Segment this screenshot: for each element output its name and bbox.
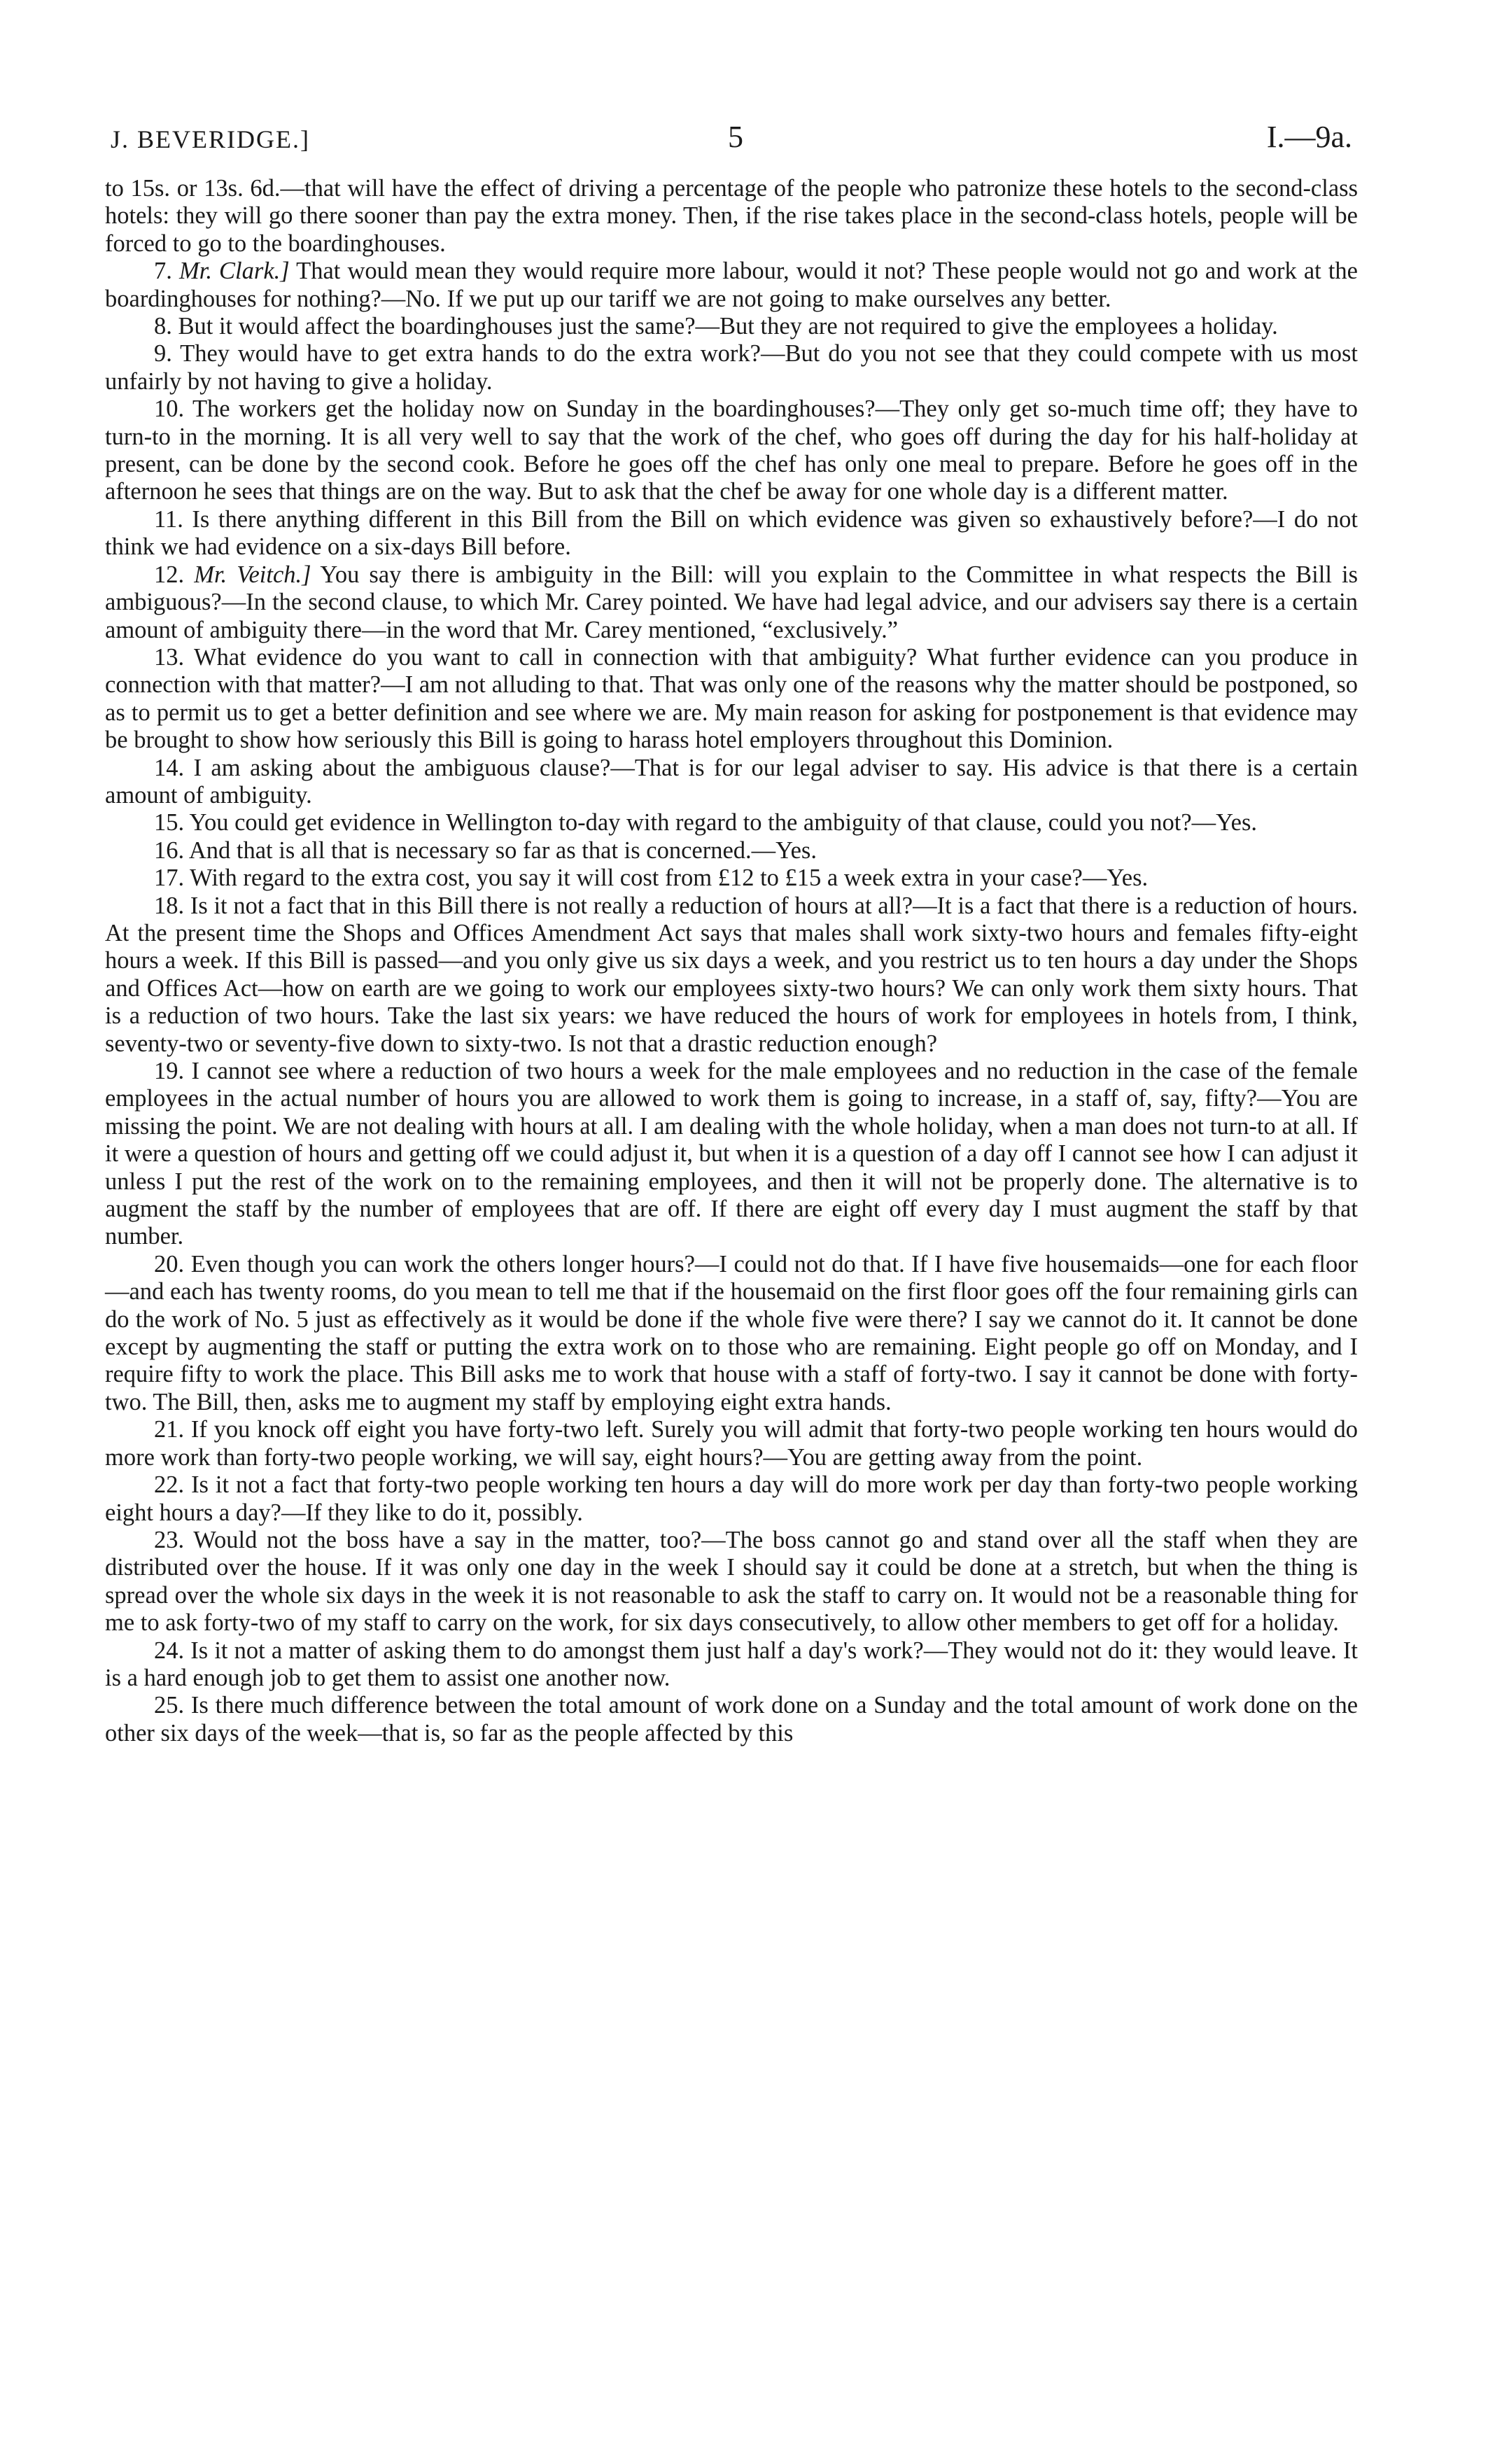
evidence-paragraph — [105, 755, 1358, 810]
minutes-of-evidence-body — [105, 175, 1358, 1747]
paragraph-text: If you knock off eight you have forty-two left. Surely you will admit that forty-two people working ten hours would do more work than forty-two people working, we will say, eight hours?—You are getting away from the point. — [105, 1416, 1359, 1471]
question-number: 20. — [154, 1250, 185, 1278]
question-number: 16. — [154, 836, 185, 864]
paragraph-text: And that is all that is necessary so far as that is concerned.—Yes. — [188, 836, 817, 864]
paragraph-text: I cannot see where a reduction of two hours a week for the male employees and no reduction in the case of the female employees in the actual number of hours you are allowed to work them is going to increase, in a staff of, say, fifty?—You are missing the point. We are not dealing with hours at all. I am dealing with the whole holiday, when a man does not turn-to at all. If it were a question of hours and getting off we could adjust it, but when it is a question of a day off I cannot see how I can adjust it unless I put the rest of the work on to the remaining employees, and then it will not be properly done. The alternative is to augment the staff by the number of employees that are off. If there are eight off every day I must augment the staff by that number. — [105, 1058, 1358, 1250]
evidence-paragraph — [105, 864, 1358, 892]
paragraph-text: But it would affect the boardinghouses just the same?—But they are not required to give the employees a holiday. — [178, 313, 1278, 340]
evidence-paragraph — [105, 561, 1358, 644]
paragraph-text: Is it not a fact that forty-two people working ten hours a day will do more work per day than forty-two people working eight hours a day?—If they like to do it, possibly. — [105, 1471, 1358, 1526]
question-number: 22. — [154, 1471, 185, 1499]
evidence-paragraph — [105, 506, 1358, 561]
question-number: 15. — [154, 809, 185, 836]
evidence-paragraph — [105, 340, 1358, 396]
question-number: 12. — [154, 561, 185, 588]
question-number: 9. — [154, 340, 172, 368]
paragraph-text: They would have to get extra hands to do the extra work?—But do you not see that they could compete with us most unfairly by not having to give a holiday. — [105, 340, 1358, 395]
evidence-paragraph — [105, 809, 1358, 836]
question-number: 18. — [154, 892, 185, 919]
paragraph-text: That would mean they would require more labour, would it not? These people would not go and work at the boardinghouses for nothing?—No. If we put up our tariff we are not going to make ourselves any better. — [105, 258, 1358, 312]
speaker-name: Mr. Clark.] — [178, 258, 290, 285]
document-page — [105, 119, 1358, 1747]
paragraph-text: Is it not a matter of asking them to do amongst them just half a day's work?—They would not do it: they would leave. It is a hard enough job to get them to assist one another now. — [105, 1637, 1358, 1691]
question-number: 13. — [154, 643, 185, 671]
evidence-paragraph — [105, 1058, 1358, 1251]
evidence-paragraph — [105, 644, 1358, 755]
question-number: 10. — [154, 396, 185, 423]
question-number: 19. — [154, 1058, 185, 1084]
evidence-paragraph — [105, 396, 1358, 506]
evidence-paragraph — [105, 1471, 1358, 1527]
question-number: 25. — [154, 1692, 185, 1719]
question-number: 14. — [154, 754, 185, 781]
question-number: 7. — [154, 258, 172, 285]
evidence-paragraph — [105, 892, 1358, 1058]
evidence-paragraph — [105, 313, 1358, 340]
paragraph-text: Even though you can work the others longer hours?—I could not do that. If I have five housemaids—one for each floor—and each has twenty rooms, do you mean to tell me that if the housemaid on the first floor goes off the four remaining girls can do the work of No. 5 just as effectively as it would be done if the whole five were there? I say we cannot do it. It cannot be done except by augmenting the staff or putting the extra work on to those who are remaining. Eight people go off on Monday, and I require fifty to work the place. This Bill asks me to work that house with a staff of forty-two. I say it cannot be done with forty-two. The Bill, then, asks me to augment my staff by employing eight extra hands. — [105, 1250, 1359, 1415]
evidence-paragraph — [105, 175, 1358, 258]
paragraph-text: to 15s. or 13s. 6d.—that will have the effect of driving a percentage of the people who patronize these hotels to the second-class hotels: they will go there sooner than pay the extra money. Then, if the rise takes place in the second-class hotels, people will be forced to go to the boardinghouses. — [105, 175, 1358, 257]
paragraph-text: The workers get the holiday now on Sunday in the boardinghouses?—They only get so-much time off; they have to turn-to in the morning. It is all very well to say that the work of the chef, who goes off during the day for his half-holiday at present, can be done by the second cook. Before he goes off the chef has only one meal to prepare. Before he goes off in the afternoon he sees that things are on the way. But to ask that the chef be away for one whole day is a different matter. — [105, 396, 1358, 505]
question-number: 8. — [154, 313, 172, 340]
question-number: 21. — [154, 1416, 185, 1443]
paragraph-text: With regard to the extra cost, you say it will cost from £12 to £15 a week extra in your case?—Yes. — [190, 864, 1149, 892]
evidence-paragraph — [105, 1527, 1358, 1637]
question-number: 17. — [154, 864, 185, 892]
paragraph-text: Would not the boss have a say in the matter, too?—The boss cannot go and stand over all the staff when they are distributed over the house. If it was only one day in the week I should say it could be done at a stretch, but when the thing is spread over the whole six days in the week it is not reasonable to ask the staff to carry on. It would not be a reasonable thing for me to ask forty-two of my staff to carry on the work, for six days consecutively, to allow other members to get off for a holiday. — [105, 1526, 1358, 1637]
witness-name: J. BEVERIDGE.] — [111, 125, 310, 153]
running-header — [105, 119, 1358, 162]
page-number: 5 — [728, 120, 743, 154]
paragraph-text: I am asking about the ambiguous clause?—That is for our legal adviser to say. His advice is that there is a certain amount of ambiguity. — [105, 754, 1359, 808]
document-reference: I.—9a. — [1266, 120, 1352, 154]
paragraph-text: Is there much difference between the total amount of work done on a Sunday and the total amount of work done on the other six days of the week—that is, so far as the people affected by this — [105, 1692, 1359, 1746]
paragraph-text: You say there is ambiguity in the Bill: will you explain to the Committee in what respects the Bill is ambiguous?—In the second clause, to which Mr. Carey pointed. We have had legal advice, and our advisers say there is a certain amount of ambiguity there—in the word that Mr. Carey mentioned, “exclusively.” — [105, 561, 1358, 643]
question-number: 11. — [154, 505, 183, 533]
paragraph-text: What evidence do you want to call in connection with that ambiguity? What further evidence can you produce in connection with that matter?—I am not alluding to that. That was only one of the reasons why the matter should be postponed, so as to permit us to get a better definition and see where we are. My main reason for asking for postponement is that evidence may be brought to show how seriously this Bill is going to harass hotel employers throughout this Dominion. — [105, 643, 1358, 754]
evidence-paragraph — [105, 1637, 1358, 1693]
speaker-name: Mr. Veitch.] — [194, 561, 311, 588]
question-number: 23. — [154, 1526, 185, 1553]
paragraph-text: Is it not a fact that in this Bill there is not really a reduction of hours at all?—It is a fact that there is a reduction of hours. At the present time the Shops and Offices Amendment Act says that males shall work sixty-two hours and females fifty-eight hours a week. If this Bill is passed—and you only give us six days a week, and you restrict us to ten hours a day under the Shops and Offices Act—how on earth are we going to work our employees sixty-two hours? We can only work them sixty hours. That is a reduction of two hours. Take the last six years: we have reduced the hours of work for employees in hotels from, I think, seventy-two or seventy-five down to sixty-two. Is not that a drastic reduction enough? — [105, 892, 1358, 1057]
evidence-paragraph — [105, 1692, 1358, 1747]
evidence-paragraph — [105, 1416, 1358, 1471]
evidence-paragraph — [105, 258, 1358, 313]
evidence-paragraph — [105, 837, 1358, 864]
question-number: 24. — [154, 1637, 185, 1664]
paragraph-text: You could get evidence in Wellington to-day with regard to the ambiguity of that clause, could you not?—Yes. — [189, 809, 1257, 836]
evidence-paragraph — [105, 1251, 1358, 1416]
paragraph-text: Is there anything different in this Bill from the Bill on which evidence was given so exhaustively before?—I do not think we had evidence on a six-days Bill before. — [105, 505, 1358, 561]
